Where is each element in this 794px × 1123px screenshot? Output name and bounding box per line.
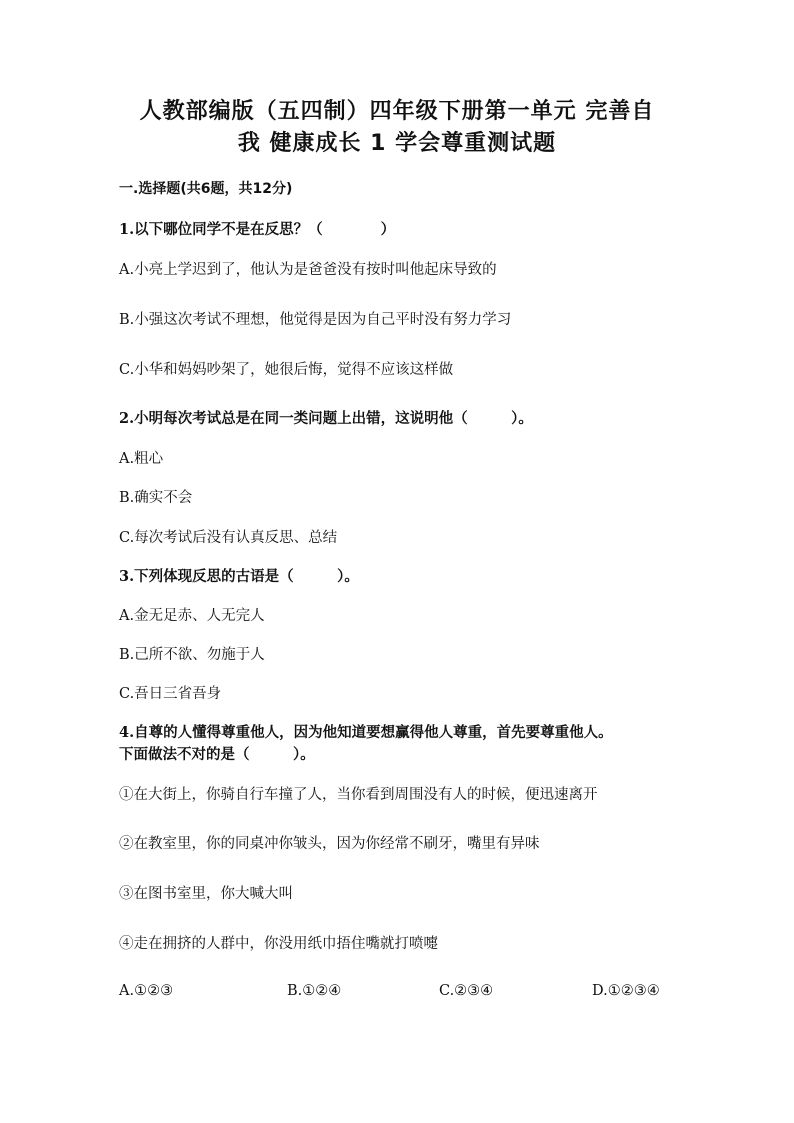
question-4-statement-3: ③在图书室里，你大喊大叫 xyxy=(119,886,293,902)
question-3-option-c: C.吾日三省吾身 xyxy=(119,686,222,702)
question-3-option-a: A.金无足赤、人无完人 xyxy=(119,608,265,624)
question-1-option-a: A.小亮上学迟到了，他认为是爸爸没有按时叫他起床导致的 xyxy=(119,262,497,278)
question-4-statement-2: ②在教室里，你的同桌冲你皱头，因为你经常不刷牙，嘴里有异味 xyxy=(119,836,540,852)
question-2-option-b: B.确实不会 xyxy=(119,490,193,506)
question-2-stem: 2.小明每次考试总是在同一类问题上出错，这说明他（ ）。 xyxy=(119,410,533,427)
question-4-stem-line-1: 4.自尊的人懂得尊重他人，因为他知道要想赢得他人尊重，首先要尊重他人。 xyxy=(119,724,613,741)
document-title-line-2: 我 健康成长 1 学会尊重测试题 xyxy=(237,131,557,156)
question-4-option-d: D.①②③④ xyxy=(592,983,660,999)
question-1-option-b: B.小强这次考试不理想，他觉得是因为自己平时没有努力学习 xyxy=(119,312,512,328)
question-4-statement-4: ④走在拥挤的人群中，你没用纸巾捂住嘴就打喷嚏 xyxy=(119,936,438,952)
section-heading: 一.选择题(共6题，共12分) xyxy=(119,181,293,197)
question-1-option-c: C.小华和妈妈吵架了，她很后悔，觉得不应该这样做 xyxy=(119,362,454,378)
question-4-option-b: B.①②④ xyxy=(287,983,342,999)
question-2-option-c: C.每次考试后没有认真反思、总结 xyxy=(119,530,338,546)
document-title-line-1: 人教部编版（五四制）四年级下册第一单元 完善自 xyxy=(139,99,655,124)
question-2-option-a: A.粗心 xyxy=(119,451,164,467)
question-4-option-a: A.①②③ xyxy=(119,983,174,999)
question-3-option-b: B.己所不欲、勿施于人 xyxy=(119,647,265,663)
question-4-statement-1: ①在大街上，你骑自行车撞了人，当你看到周围没有人的时候，便迅速离开 xyxy=(119,787,598,803)
question-1-stem: 1.以下哪位同学不是在反思？（ ） xyxy=(119,221,396,238)
question-4-option-c: C.②③④ xyxy=(439,983,494,999)
question-4-stem-line-2: 下面做法不对的是（ ）。 xyxy=(119,746,315,763)
question-3-stem: 3.下列体现反思的古语是（ ）。 xyxy=(119,568,359,585)
